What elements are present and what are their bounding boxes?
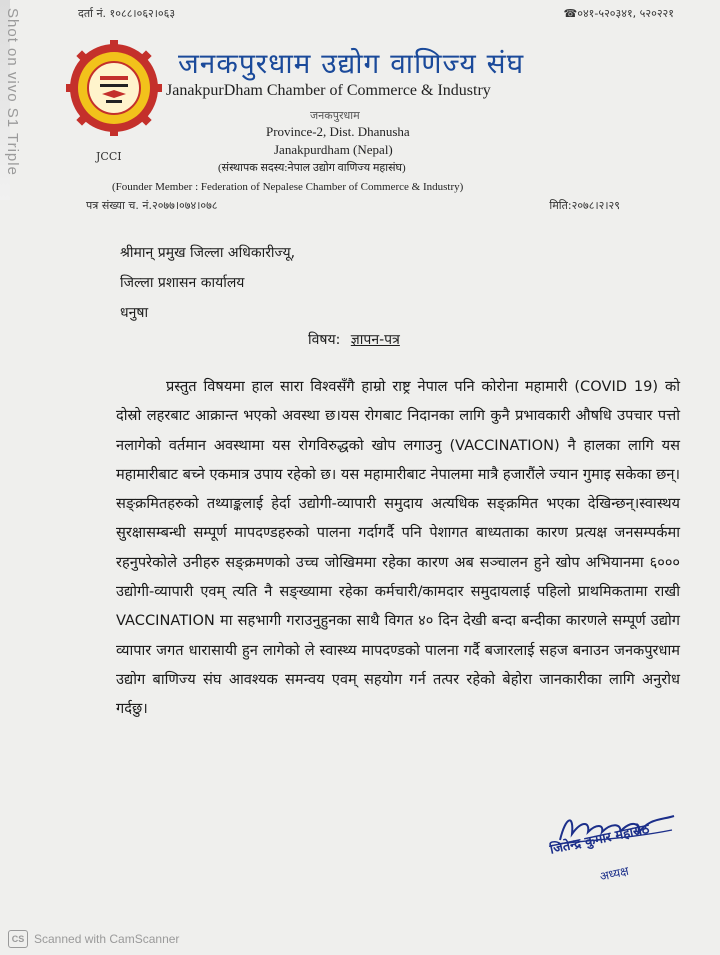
recipient-line-2: जिल्ला प्रशासन कार्यालय — [120, 275, 245, 291]
camscanner-icon: CS — [8, 930, 28, 948]
founder-english: (Founder Member : Federation of Nepalese Chamber of Commerce & Industry) — [112, 181, 464, 193]
letter-body: प्रस्तुत विषयमा हाल सारा विश्वसँगै हाम्रो राष्ट्र नेपाल पनि कोरोना महामारी (COVID 19) को दोस्रो लहरबाट आक्रान्त भएको अवस्था छ।यस रोगबाट निदानका लागि कुनै प्रभावकारी औषधि उपचार पत्तो नलागेको वर्तमान अवस्थामा यस रोगविरुद्धको खोप लगाउनु (VACCINATION) नै हालका लागि यस महामारीबाट बच्ने एकमात्र उपाय रहेको छ। यस महामारीबाट नेपालमा मात्रै हजारौंले ज्यान गुमाइ सकेका छन्।सङ्क्रमितहरुको तथ्याङ्कलाई हेर्दा उद्योगी-व्यापारी समुदाय अत्यधिक सङ्क्रमित भएका देखिन्छन्।स्वास्थय सुरक्षासम्बन्धी सम्पूर्ण मापदण्डहरुको पालना गर्दागर्दै पनि पेशागत बाध्यताका कारण प्रत्यक्ष जनसम्पर्कमा रहनुपरेकोले उनीहरु सङ्क्रमणको उच्च जोखिममा रहेका कारण अब सञ्चालन हुने खोप अभियानमा ६००० उद्योगी-व्यापारी एवम् त्यति नै सङ्ख्यामा रहेका कर्मचारी/कामदार समुदायलाई पहिलो प्राथमिकतामा राखी VACCINATION मा सहभागी गराउनुहुनका साथै विगत ४० दिन देखी बन्दा बन्दीका कारणले सम्पूर्ण उद्योग व्यापार जगत धारासायी हुन लागेको ले स्वास्थ्य मापदण्डको पालना गर्दै बजारलाई सहज बनाउन जनकपुरधाम उद्योग बाणिज्य संघ आवश्यक समन्वय एवम् सहयोग गर्न तत्पर रहेको बेहोरा जानकारीका लागि अनुरोध गर्दछु। — [116, 378, 680, 718]
scanner-label: Scanned with CamScanner — [34, 932, 180, 946]
logo-gear-icon — [66, 40, 162, 136]
org-title-english: JanakpurDham Chamber of Commerce & Industry — [166, 82, 491, 99]
registration-number: दर्ता नं. १०८८।०६२।०६३ — [78, 7, 176, 20]
org-title-nepali: जनकपुरधाम उद्योग वाणिज्य संघ — [178, 47, 525, 80]
signatory-name: जितेन्द्र कुमार महासेठ — [548, 821, 651, 858]
camera-watermark: Shot on vivo S1 Triple — [4, 8, 21, 176]
recipient-line-3: धनुषा — [120, 305, 149, 321]
address-city: Janakpurdham (Nepal) — [274, 142, 393, 157]
header-top-row — [78, 6, 674, 26]
chamber-logo — [66, 40, 162, 136]
phone-numbers: ☎०४१-५२०३४१, ५२०२२१ — [563, 7, 674, 20]
letter-reference: पत्र संख्या च. नं.२०७७।०७४।०७८ — [86, 199, 218, 212]
subject-value: ज्ञापन-पत्र — [350, 332, 400, 348]
address-stamp-text: जनकपुरधाम — [310, 110, 360, 122]
address-province: Province-2, Dist. Dhanusha — [266, 124, 410, 139]
signatory-title: अध्यक्ष — [598, 863, 630, 884]
recipient-line-1: श्रीमान् प्रमुख जिल्ला अधिकारीज्यू, — [120, 245, 296, 261]
reference-row — [86, 198, 620, 213]
letter-date: मिति:२०७८।२।२९ — [549, 199, 620, 212]
founder-nepali: (संस्थापक सदस्य:नेपाल उद्योग वाणिज्य महासंघ) — [218, 162, 406, 174]
subject-line — [308, 330, 400, 349]
subject-label: विषय: — [308, 332, 341, 348]
logo-caption: JCCI — [96, 150, 122, 163]
scanner-watermark — [8, 930, 179, 948]
